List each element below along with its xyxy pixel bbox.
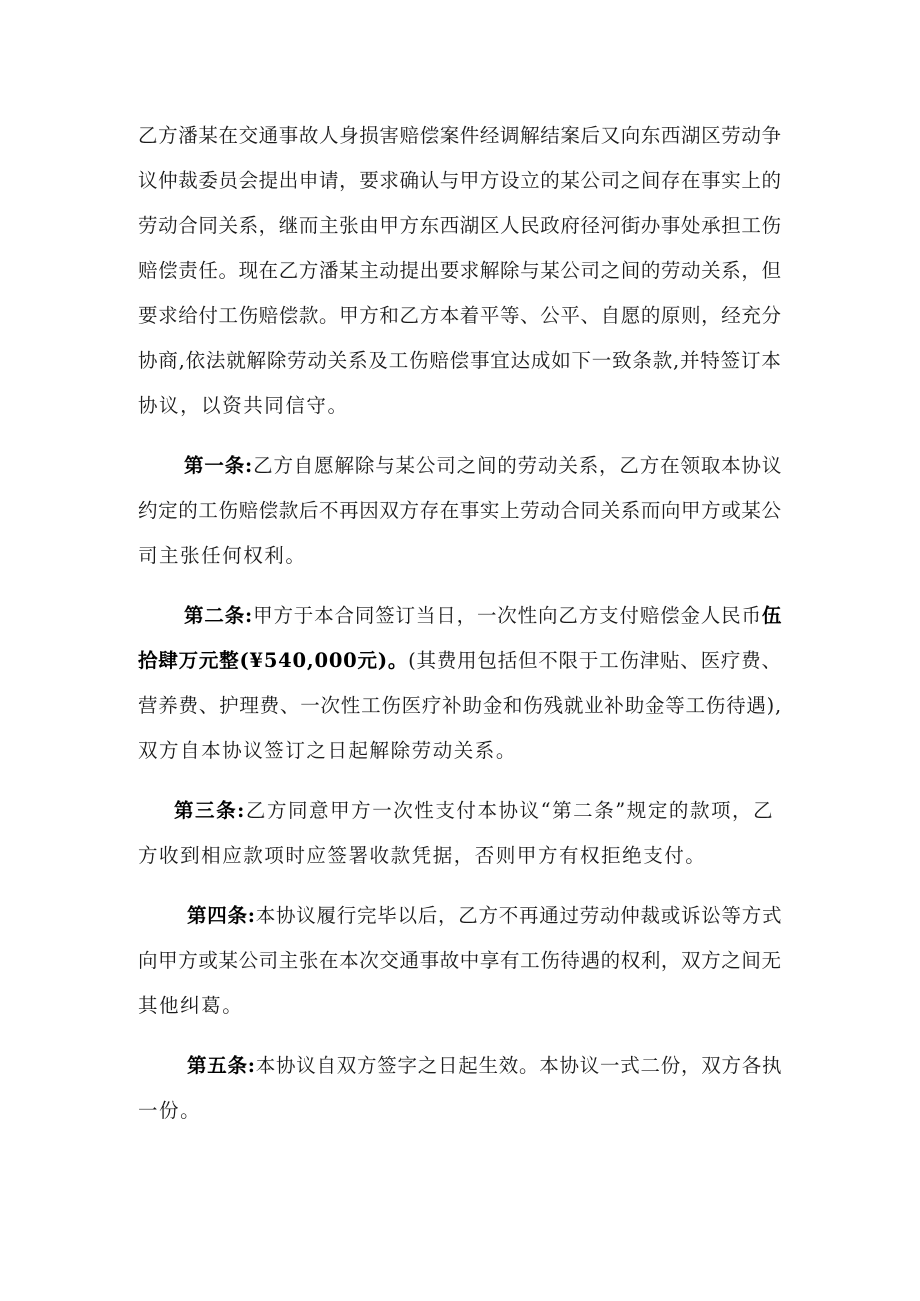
preamble-line-6: 协商,依法就解除劳动关系及工伤赔偿事宜达成如下一致条款,并特签订本 [138, 349, 782, 372]
article-1-label: 第一条: [184, 454, 254, 477]
article-1-text-1: 乙方自愿解除与某公司之间的劳动关系，乙方在领取本协议 [253, 454, 783, 477]
article-1-line-2: 约定的工伤赔偿款后不再因双方存在事实上劳动合同关系而向甲方或某公 [138, 499, 782, 522]
article-4-line-2: 向甲方或某公司主张在本次交通事故中享有工伤待遇的权利，双方之间无 [138, 949, 782, 972]
preamble-line-7: 协议，以资共同信守。 [138, 394, 349, 417]
preamble-line-2: 议仲裁委员会提出申请，要求确认与甲方设立的某公司之间存在事实上的 [138, 169, 782, 192]
preamble-line-3: 劳动合同关系，继而主张由甲方东西湖区人民政府径河街办事处承担工伤 [138, 214, 782, 237]
article-2-label: 第二条: [184, 604, 254, 627]
article-5-line-2: 一份。 [138, 1099, 202, 1122]
article-2-amount-start: 伍 [761, 604, 783, 627]
article-4-text-1: 本协议履行完毕以后，乙方不再通过劳动仲裁或诉讼等方式 [255, 904, 783, 927]
article-4-label: 第四条: [187, 904, 256, 927]
article-3-label: 第三条: [174, 799, 246, 822]
article-5-label: 第五条: [187, 1054, 256, 1077]
preamble-line-4: 赔偿责任。现在乙方潘某主动提出要求解除与某公司之间的劳动关系，但 [138, 259, 782, 282]
article-2-text-2: (其费用包括但不限于工伤津贴、医疗费、 [408, 649, 782, 672]
article-3-line-1 [174, 798, 774, 824]
preamble-line-5: 要求给付工伤赔偿款。甲方和乙方本着平等、公平、自愿的原则，经充分 [138, 304, 782, 327]
article-2-text-1: 甲方于本合同签订当日，一次性向乙方支付赔偿金人民币 [253, 604, 762, 627]
article-2-amount: 拾肆万元整(¥540,000元)。 [138, 649, 409, 672]
article-2-line-2 [138, 648, 782, 674]
article-3-line-2: 方收到相应款项时应签署收款凭据，否则甲方有权拒绝支付。 [138, 844, 707, 867]
article-2-line-4: 双方自本协议签订之日起解除劳动关系。 [138, 739, 517, 762]
article-4-line-1 [187, 903, 782, 929]
article-2-line-3: 营养费、护理费、一次性工伤医疗补助金和伤残就业补助金等工伤待遇), [138, 694, 783, 717]
article-5-line-1 [187, 1053, 782, 1079]
article-1-line-3: 司主张任何权利。 [138, 544, 307, 567]
article-4-line-3: 其他纠葛。 [138, 994, 244, 1017]
preamble-line-1: 乙方潘某在交通事故人身损害赔偿案件经调解结案后又向东西湖区劳动争 [138, 124, 782, 147]
article-3-text-1: 乙方同意甲方一次性支付本协议“第二条”规定的款项，乙 [245, 799, 775, 822]
article-5-text-1: 本协议自双方签字之日起生效。本协议一式二份，双方各执 [255, 1054, 783, 1077]
article-2-line-1 [184, 603, 782, 629]
article-1-line-1 [184, 453, 782, 479]
